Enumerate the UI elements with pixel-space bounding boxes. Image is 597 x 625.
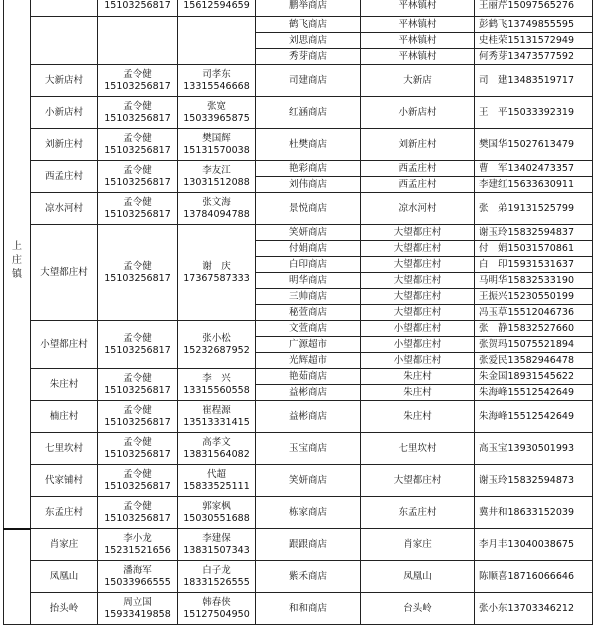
staff2-cell: [178, 65, 256, 97]
shop-contact-cell: 王 平15033392319: [475, 97, 593, 129]
staff1-cell-name: 孟令健: [123, 132, 152, 144]
staff1-cell-phone: 15103256817: [104, 0, 171, 11]
staff1-cell-name: 孟令健: [123, 100, 152, 112]
staff2-cell: [178, 497, 256, 529]
shop-place-cell: 大新店: [361, 65, 475, 97]
shop-place-cell: 大望都庄村: [361, 465, 475, 497]
town-char: 上: [12, 241, 22, 253]
village-cell: 肖家庄: [31, 529, 98, 561]
table-row: [4, 129, 593, 161]
shop-contact-cell: 张 静15832527660: [475, 321, 593, 337]
shop-contact-cell: 张爱民13582946478: [475, 353, 593, 369]
shop-place-cell: 大望都庄村: [361, 305, 475, 321]
shop-contact-cell: 李建红15633630911: [475, 177, 593, 193]
table-row: [4, 225, 593, 241]
staff2-cell-name: 崔程源: [202, 404, 231, 416]
staff1-cell-phone: 15103256817: [104, 416, 171, 428]
table-row: [4, 497, 593, 529]
shop-contact-cell: 司 建13483519717: [475, 65, 593, 97]
village-cell: 楠庄村: [31, 401, 98, 433]
staff1-cell-name: 孟令健: [123, 68, 152, 80]
staff2-cell: [178, 561, 256, 593]
town-char: 庄: [12, 255, 22, 267]
staff1-cell-phone: 15933419858: [104, 608, 171, 620]
shop-name-cell: 玉宝商店: [256, 433, 361, 465]
shop-name-cell: 艳彩商店: [256, 161, 361, 177]
shop-name-cell: 笑妍商店: [256, 225, 361, 241]
shop-name-cell: 和和商店: [256, 593, 361, 625]
shop-place-cell: 西孟庄村: [361, 161, 475, 177]
staff1-cell: [98, 433, 178, 465]
staff1-cell-name: 孟令健: [123, 468, 152, 480]
shop-place-cell: 朱庄村: [361, 401, 475, 433]
staff2-cell-phone: 15612594659: [183, 0, 250, 11]
town-cell: [4, 0, 31, 529]
shop-place-cell: 平林镇村: [361, 0, 475, 17]
shop-place-cell: 七里坎村: [361, 433, 475, 465]
shop-name-cell: 刘伟商店: [256, 177, 361, 193]
staff2-cell: [178, 529, 256, 561]
shop-place-cell: 凉水河村: [361, 193, 475, 225]
shop-name-cell: 刘思商店: [256, 33, 361, 49]
shop-place-cell: 肖家庄: [361, 529, 475, 561]
shop-place-cell: 小望都庄村: [361, 321, 475, 337]
staff2-cell-phone: 15033965875: [183, 112, 250, 124]
town-cell: [4, 529, 31, 625]
staff2-cell: [178, 225, 256, 321]
staff1-cell-phone: 15103256817: [104, 112, 171, 124]
staff1-cell-name: 潘海军: [123, 564, 152, 576]
village-cell: 抬头岭: [31, 593, 98, 625]
staff2-cell-phone: 13784094788: [183, 208, 250, 220]
staff2-cell-name: 李友江: [202, 164, 231, 176]
staff2-cell-name: 韩春侠: [202, 596, 231, 608]
shop-name-cell: 文萱商店: [256, 321, 361, 337]
shop-contact-cell: 冯玉草15512046736: [475, 305, 593, 321]
village-cell: [31, 17, 98, 65]
staff2-cell-phone: 13831564082: [183, 448, 250, 460]
staff2-cell-phone: 15833525111: [183, 480, 250, 492]
staff1-cell: [98, 369, 178, 401]
village-cell: 代家铺村: [31, 465, 98, 497]
staff2-cell-phone: 15030551688: [183, 512, 250, 524]
shop-name-cell: 红涵商店: [256, 97, 361, 129]
shop-contact-cell: 张 弟19131525799: [475, 193, 593, 225]
shop-contact-cell: 白 印15931531637: [475, 257, 593, 273]
staff1-cell-phone: 15103256817: [104, 448, 171, 460]
staff2-cell: [178, 401, 256, 433]
shop-contact-cell: 李月丰13040038675: [475, 529, 593, 561]
shop-contact-cell: 张小东13703346212: [475, 593, 593, 625]
staff2-cell-name: 张文海: [202, 196, 231, 208]
shop-name-cell: 紫禾商店: [256, 561, 361, 593]
shop-name-cell: 司建商店: [256, 65, 361, 97]
staff2-cell-phone: 13831507343: [183, 544, 250, 556]
shop-contact-cell: 陈顺喜18716066646: [475, 561, 593, 593]
shop-place-cell: 大望都庄村: [361, 257, 475, 273]
shop-name-cell: 栋家商店: [256, 497, 361, 529]
staff1-cell-name: 李小龙: [123, 532, 152, 544]
shop-name-cell: 益彬商店: [256, 385, 361, 401]
shop-contact-cell: 王振兴15230550199: [475, 289, 593, 305]
staff1-cell: [98, 561, 178, 593]
shop-place-cell: 大望都庄村: [361, 241, 475, 257]
staff2-cell-phone: 18331526555: [183, 576, 250, 588]
staff1-cell: [98, 0, 178, 17]
staff1-cell-phone: 15033966555: [104, 576, 171, 588]
staff2-cell-name: 李 兴: [202, 372, 231, 384]
staff1-cell-phone: 15103256817: [104, 176, 171, 188]
staff1-cell-phone: 15103256817: [104, 480, 171, 492]
staff1-cell: [98, 321, 178, 369]
staff1-cell: [98, 465, 178, 497]
staff1-cell: [98, 529, 178, 561]
staff1-cell-name: 孟令健: [123, 164, 152, 176]
staff2-cell-name: 张宽: [206, 100, 226, 112]
table-row: [4, 433, 593, 465]
staff1-cell: [98, 225, 178, 321]
village-cell: 大新店村: [31, 65, 98, 97]
village-cell: 大望都庄村: [31, 225, 98, 321]
shop-name-cell: 益彬商店: [256, 401, 361, 433]
staff2-cell: [178, 97, 256, 129]
staff1-cell: [98, 17, 178, 65]
staff2-cell-phone: 17367587333: [183, 272, 250, 284]
village-cell: 凉水河村: [31, 193, 98, 225]
table-row: [4, 321, 593, 337]
table-row: [4, 401, 593, 433]
shop-contact-cell: 彭鹤飞13749855595: [475, 17, 593, 33]
staff2-cell-phone: 13315546668: [183, 80, 250, 92]
table-row: [4, 529, 593, 561]
staff1-cell: [98, 401, 178, 433]
shop-name-cell: 秀芽商店: [256, 49, 361, 65]
shop-contact-cell: 何秀芽13473577592: [475, 49, 593, 65]
shop-place-cell: 平林镇村: [361, 33, 475, 49]
table-row: [4, 561, 593, 593]
staff1-cell-name: 孟令健: [123, 404, 152, 416]
shop-contact-cell: 马明华15832533190: [475, 273, 593, 289]
shop-place-cell: 朱庄村: [361, 385, 475, 401]
shop-place-cell: 大望都庄村: [361, 289, 475, 305]
staff1-cell-name: 孟令健: [123, 332, 152, 344]
shop-name-cell: 跟跟商店: [256, 529, 361, 561]
staff2-cell: [178, 0, 256, 17]
village-cell: [31, 0, 98, 17]
staff2-cell-name: 代超: [206, 468, 226, 480]
shop-place-cell: 朱庄村: [361, 369, 475, 385]
staff2-cell: [178, 161, 256, 193]
village-cell: 小望都庄村: [31, 321, 98, 369]
shop-contact-cell: 王丽芹15097565276: [475, 0, 593, 17]
staff2-cell-name: 司孝东: [202, 68, 231, 80]
shop-name-cell: 景悦商店: [256, 193, 361, 225]
shop-name-cell: 付娟商店: [256, 241, 361, 257]
staff2-cell: [178, 193, 256, 225]
staff2-cell: [178, 129, 256, 161]
village-cell: 七里坎村: [31, 433, 98, 465]
shop-name-cell: 白印商店: [256, 257, 361, 273]
staff2-cell-phone: 15232687952: [183, 344, 250, 356]
shop-contact-cell: 冀井和18633152039: [475, 497, 593, 529]
shop-contact-cell: 谢玉玲15832594837: [475, 225, 593, 241]
table-row: [4, 0, 593, 17]
staff2-cell-phone: 13513331415: [183, 416, 250, 428]
staff2-cell-name: 谢 庆: [202, 260, 231, 272]
table-row: [4, 97, 593, 129]
shop-place-cell: 小望都庄村: [361, 353, 475, 369]
staff1-cell: [98, 193, 178, 225]
staff2-cell: [178, 433, 256, 465]
staff2-cell-name: 李建保: [202, 532, 231, 544]
staff1-cell: [98, 97, 178, 129]
shop-contact-cell: 高玉宝13930501993: [475, 433, 593, 465]
village-cell: 朱庄村: [31, 369, 98, 401]
shop-contact-cell: 史桂荣15131572949: [475, 33, 593, 49]
staff1-cell-name: 孟令健: [123, 500, 152, 512]
staff1-cell-phone: 15103256817: [104, 272, 171, 284]
staff2-cell-name: 樊国辉: [202, 132, 231, 144]
staff2-cell-name: 张小松: [202, 332, 231, 344]
staff1-cell-phone: 15231521656: [104, 544, 171, 556]
staff2-cell-phone: 15131570038: [183, 144, 250, 156]
shop-directory-table: [3, 0, 593, 625]
shop-name-cell: 杜樊商店: [256, 129, 361, 161]
shop-name-cell: 鹏举商店: [256, 0, 361, 17]
staff2-cell-phone: 13031512088: [183, 176, 250, 188]
shop-name-cell: 广源超市: [256, 337, 361, 353]
table-row: [4, 65, 593, 97]
shop-contact-cell: 谢玉玲15832594873: [475, 465, 593, 497]
shop-contact-cell: 朱海峰15512542649: [475, 385, 593, 401]
staff1-cell-name: 孟令健: [123, 260, 152, 272]
village-cell: 东孟庄村: [31, 497, 98, 529]
shop-place-cell: 平林镇村: [361, 49, 475, 65]
shop-contact-cell: 付 娟15031570861: [475, 241, 593, 257]
staff1-cell-phone: 15103256817: [104, 80, 171, 92]
village-cell: 凤凰山: [31, 561, 98, 593]
staff2-cell: [178, 465, 256, 497]
shop-name-cell: 笑妍商店: [256, 465, 361, 497]
village-cell: 西孟庄村: [31, 161, 98, 193]
staff1-cell-phone: 15103256817: [104, 344, 171, 356]
shop-contact-cell: 朱海峰15512542649: [475, 401, 593, 433]
town-char: 镇: [12, 269, 22, 281]
shop-name-cell: 秘萱商店: [256, 305, 361, 321]
shop-place-cell: 小望都庄村: [361, 337, 475, 353]
shop-place-cell: 西孟庄村: [361, 177, 475, 193]
shop-place-cell: 东孟庄村: [361, 497, 475, 529]
staff1-cell: [98, 497, 178, 529]
shop-place-cell: 大望都庄村: [361, 225, 475, 241]
shop-place-cell: 小新店村: [361, 97, 475, 129]
staff1-cell-phone: 15103256817: [104, 208, 171, 220]
staff1-cell-name: 周立国: [123, 596, 152, 608]
shop-name-cell: 光辉超市: [256, 353, 361, 369]
shop-place-cell: 凤凰山: [361, 561, 475, 593]
staff1-cell: [98, 161, 178, 193]
table-row: [4, 369, 593, 385]
village-cell: 小新店村: [31, 97, 98, 129]
staff1-cell: [98, 129, 178, 161]
shop-place-cell: 台头岭: [361, 593, 475, 625]
table-row: [4, 17, 593, 33]
shop-contact-cell: 朱金国18931545622: [475, 369, 593, 385]
staff2-cell: [178, 321, 256, 369]
table-row: [4, 161, 593, 177]
shop-place-cell: 大望都庄村: [361, 273, 475, 289]
shop-name-cell: 明华商店: [256, 273, 361, 289]
shop-contact-cell: 曹 军13402473357: [475, 161, 593, 177]
staff2-cell-name: 白子龙: [202, 564, 231, 576]
shop-place-cell: 平林镇村: [361, 17, 475, 33]
table-row: [4, 465, 593, 497]
staff1-cell-phone: 15103256817: [104, 384, 171, 396]
staff1-cell-phone: 15103256817: [104, 512, 171, 524]
staff1-cell-name: 孟令健: [123, 372, 152, 384]
staff2-cell-phone: 13315560558: [183, 384, 250, 396]
staff2-cell-phone: 15127504950: [183, 608, 250, 620]
table-row: [4, 193, 593, 225]
shop-place-cell: 刘新庄村: [361, 129, 475, 161]
staff1-cell: [98, 65, 178, 97]
staff2-cell-name: 郭家枫: [202, 500, 231, 512]
staff2-cell-name: 高孝文: [202, 436, 231, 448]
staff2-cell: [178, 369, 256, 401]
shop-name-cell: 鹤飞商店: [256, 17, 361, 33]
staff1-cell-name: 孟令健: [123, 436, 152, 448]
staff2-cell: [178, 17, 256, 65]
shop-name-cell: 三帅商店: [256, 289, 361, 305]
shop-contact-cell: 张贺玛15075521894: [475, 337, 593, 353]
staff1-cell-phone: 15103256817: [104, 144, 171, 156]
shop-name-cell: 艳茹商店: [256, 369, 361, 385]
staff1-cell-name: 孟令健: [123, 196, 152, 208]
shop-contact-cell: 樊国华15027613479: [475, 129, 593, 161]
village-cell: 刘新庄村: [31, 129, 98, 161]
